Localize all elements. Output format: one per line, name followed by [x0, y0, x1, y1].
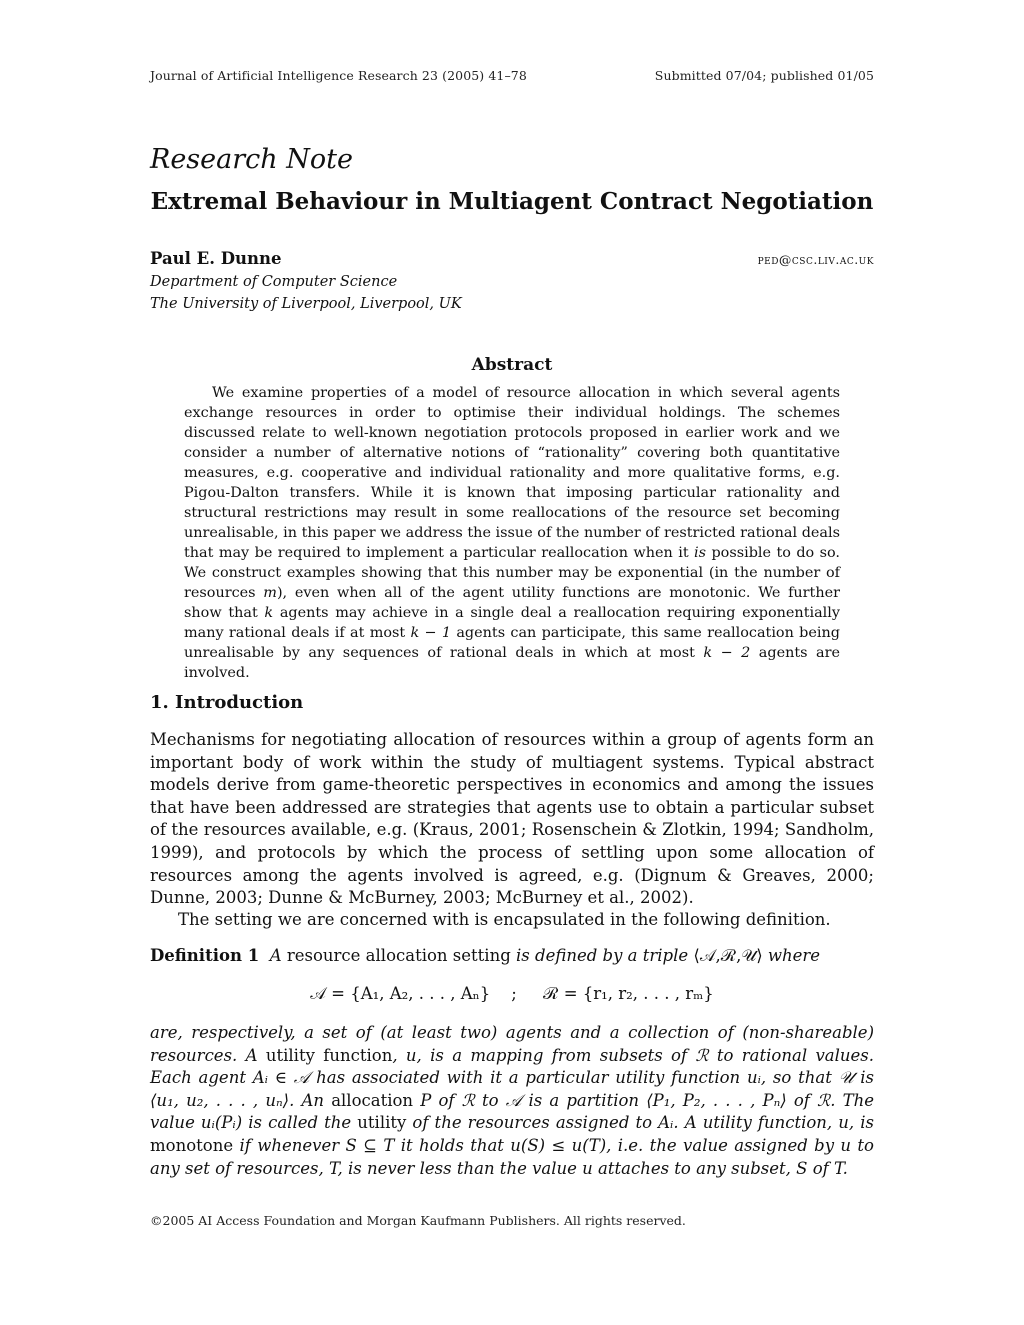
- definition-triple: ⟨𝒜,ℛ,𝒰⟩: [693, 946, 763, 965]
- abstract-text-2: possible to do so. We construct examples showing that this number may be exponential (in the number of resources: [184, 545, 840, 601]
- definition-lead-3: where: [767, 946, 821, 965]
- definition-lead-2: is defined by a triple: [516, 946, 689, 965]
- abstract-text-3: ), even when all of the agent utility functions are monotonic. We further show that: [184, 585, 840, 621]
- term-utility: utility: [357, 1113, 407, 1133]
- intro-paragraph-2: The setting we are concerned with is encapsulated in the following definition.: [178, 910, 831, 929]
- author-email[interactable]: ped@csc.liv.ac.uk: [757, 252, 874, 267]
- abstract-var-k-minus-1: k − 1: [410, 625, 452, 641]
- abstract-text-1: We examine properties of a model of resource allocation in which several agents exchange resources in order to optimise their individual holdings. The schemes discussed relate to well-known negotiation protocols proposed in earlier work and we consider a number of alternative notions of “rationality” covering both quantitative measures, e.g. cooperative and individual rationality and more qualitative forms, e.g. Pigou-Dalton transfers. While it is known that imposing particular rationality and structural restrictions may result in some reallocations of the resource set becoming unrealisable, in this paper we address the issue of the number of restricted rational deals that may be required to implement a particular reallocation when it: [184, 385, 840, 561]
- abstract-var-k: k: [264, 605, 274, 621]
- definition-lead-1: A: [269, 946, 282, 965]
- intro-paragraph-1: Mechanisms for negotiating allocation of resources within a group of agents form an important body of work within the study of multiagent systems. Typical abstract models derive from game-theoretic perspectives in economics and among the issues that have been addressed are strategies that agents use to obtain a particular subset of the resources available, e.g. (Kraus, 2001; Rosenschein & Zlotkin, 1994; Sandholm, 1999), and protocols by which the process of settling upon some allocation of resources among the agents involved is agreed, e.g. (Dignum & Greaves, 2000; Dunne, 2003; Dunne & McBurney, 2003; McBurney et al., 2002).: [150, 730, 874, 908]
- definition-math: [150, 984, 874, 1004]
- author-department: Department of Computer Science: [150, 274, 398, 290]
- abstract-text-4: agents may achieve in a single deal a reallocation requiring exponentially many rational deals if at most: [184, 605, 840, 641]
- paper-title: Extremal Behaviour in Multiagent Contract Negotiation: [150, 188, 874, 215]
- author-university: The University of Liverpool, Liverpool, UK: [150, 296, 462, 312]
- definition-label: Definition 1: [150, 946, 260, 965]
- definition-body-5: if whenever S ⊆ T it holds that u(S) ≤ u(T), i.e. the value assigned by u to any set of resources, T, is never less than the value u attaches to any subset, S of T.: [150, 1135, 874, 1178]
- math-resources-set: ℛ = {r₁, r₂, . . . , rₘ}: [543, 984, 714, 1003]
- abstract-heading: Abstract: [471, 355, 553, 375]
- note-label: Research Note: [150, 144, 353, 175]
- abstract-text-6: agents are involved.: [184, 645, 840, 681]
- abstract-var-m: m: [263, 585, 277, 601]
- definition-statement: [150, 945, 874, 968]
- definition-body-3: P of ℛ to 𝒜 is a partition ⟨P₁, P₂, . . . , Pₙ⟩ of ℛ. The value uᵢ(Pᵢ) is called the: [150, 1090, 875, 1133]
- abstract-text: [184, 383, 840, 683]
- definition-body: [150, 1022, 874, 1180]
- term-allocation: allocation: [331, 1090, 414, 1110]
- definition-term: resource allocation setting: [286, 946, 511, 965]
- section-heading-introduction: 1. Introduction: [150, 692, 304, 713]
- submission-dates: Submitted 07/04; published 01/05: [654, 68, 874, 83]
- term-utility-function: utility function: [265, 1045, 393, 1065]
- abstract-emph-is: is: [694, 545, 707, 561]
- definition-body-4: of the resources assigned to Aᵢ. A utility function, u, is: [406, 1113, 874, 1133]
- author-name: Paul E. Dunne: [150, 249, 282, 268]
- math-separator: ;: [511, 984, 517, 1003]
- definition-body-2: , u, is a mapping from subsets of ℛ to rational values. Each agent Aᵢ ∈ 𝒜 has associated with it a particular utility function uᵢ, so that 𝒰 is ⟨u₁, u₂, . . . , uₙ⟩. An: [150, 1045, 874, 1110]
- term-monotone: monotone: [150, 1135, 234, 1155]
- math-agents-set: 𝒜 = {A₁, A₂, . . . , Aₙ}: [310, 984, 491, 1003]
- journal-header: Journal of Artificial Intelligence Research 23 (2005) 41–78: [150, 68, 527, 83]
- abstract-var-k-minus-2: k − 2: [703, 645, 751, 661]
- copyright-footer: ©2005 AI Access Foundation and Morgan Kaufmann Publishers. All rights reserved.: [150, 1213, 686, 1228]
- abstract-text-5: agents can participate, this same reallocation being unrealisable by any sequences of rational deals in which at most: [184, 625, 840, 661]
- definition-body-1: are, respectively, a set of (at least two) agents and a collection of (non-shareable) resources. A: [150, 1023, 874, 1065]
